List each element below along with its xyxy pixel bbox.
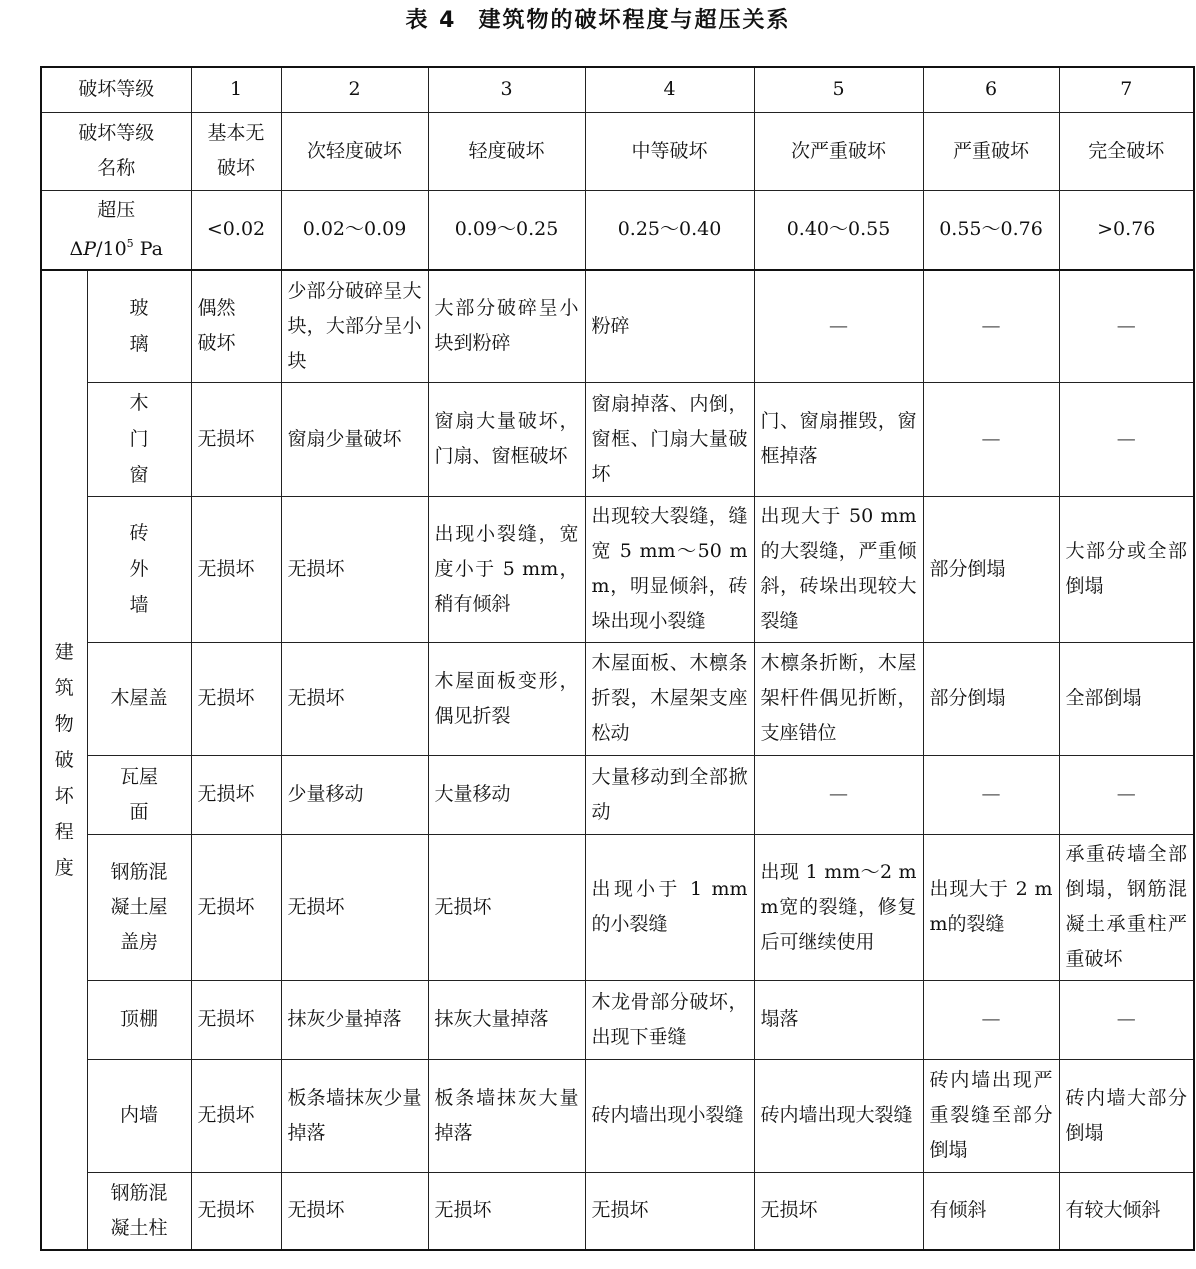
data-cell: 粉碎 [585,270,754,382]
grade-cell: 6 [923,67,1059,112]
data-cell: 出现小裂缝，宽度小于 5 mm，稍有倾斜 [428,496,585,642]
part-cell [87,834,191,980]
data-cell: — [923,755,1059,834]
data-cell: 无损坏 [191,382,281,496]
part-cell [87,1172,191,1250]
data-cell: — [923,382,1059,496]
data-cell: 出现小于 1 mm 的小裂缝 [585,834,754,980]
data-cell: — [754,270,923,382]
name-row [41,112,1194,190]
data-cell: 木屋面板、木檩条折裂，木屋架支座松动 [585,642,754,755]
part-cell: 木屋盖 [87,642,191,755]
data-cell: 砖内墙出现大裂缝 [754,1059,923,1172]
data-cell: 无损坏 [428,1172,585,1250]
part-text: 钢筋混凝土柱 [110,1181,168,1239]
grade-cell: 3 [428,67,585,112]
table-row [41,755,1194,834]
data-cell: 无损坏 [281,1172,428,1250]
data-cell: 无损坏 [428,834,585,980]
table-row [41,496,1194,642]
data-cell: 少部分破碎呈大块，大部分呈小块 [281,270,428,382]
part-text: 木门窗 [129,392,149,486]
data-cell: 抹灰少量掉落 [281,980,428,1059]
data-cell: 大部分或全部倒塌 [1059,496,1194,642]
part-cell: 顶棚 [87,980,191,1059]
part-cell [87,755,191,834]
data-cell: 砖内墙大部分倒塌 [1059,1059,1194,1172]
data-cell: — [1059,755,1194,834]
table-row [41,270,1194,382]
pressure-cell: <0.02 [191,190,281,270]
data-cell: 出现大于 50 mm 的大裂缝，严重倾斜，砖垛出现较大裂缝 [754,496,923,642]
pressure-cell: 0.02～0.09 [281,190,428,270]
data-cell: 无损坏 [585,1172,754,1250]
unit-pre: /10 [96,238,127,261]
data-cell: 无损坏 [754,1172,923,1250]
data-cell: 板条墙抹灰大量掉落 [428,1059,585,1172]
part-cell: 内墙 [87,1059,191,1172]
name-cell: 严重破坏 [923,112,1059,190]
data-cell: 窗扇少量破坏 [281,382,428,496]
pressure-label [41,190,191,270]
pressure-cell: 0.09～0.25 [428,190,585,270]
grade-label: 破坏等级 [41,67,191,112]
pressure-cell: 0.55～0.76 [923,190,1059,270]
data-cell: 窗扇掉落、内倒，窗框、门扇大量破坏 [585,382,754,496]
table-row [41,1059,1194,1172]
data-cell: 无损坏 [191,642,281,755]
pressure-cell: 0.25～0.40 [585,190,754,270]
p-symbol: P [83,238,97,261]
name-cell: 中等破坏 [585,112,754,190]
name-label-text: 破坏等级名称 [78,122,155,179]
name-cell: 次轻度破坏 [281,112,428,190]
data-cell: 无损坏 [191,1059,281,1172]
data-cell: 承重砖墙全部倒塌，钢筋混凝土承重柱严重破坏 [1059,834,1194,980]
pressure-label-line2 [48,227,185,266]
data-cell: 部分倒塌 [923,496,1059,642]
part-cell [87,270,191,382]
table-row [41,642,1194,755]
data-cell: 抹灰大量掉落 [428,980,585,1059]
grade-cell: 5 [754,67,923,112]
data-cell: 砖内墙出现严重裂缝至部分倒塌 [923,1059,1059,1172]
data-cell: 全部倒塌 [1059,642,1194,755]
data-cell: — [923,980,1059,1059]
part-text: 瓦屋面 [119,765,158,823]
data-cell: 大部分破碎呈小块到粉碎 [428,270,585,382]
table-row [41,1172,1194,1250]
name-cell [191,112,281,190]
pressure-label-line1: 超压 [97,199,136,222]
data-cell: 木龙骨部分破坏，出现下垂缝 [585,980,754,1059]
data-cell: 部分倒塌 [923,642,1059,755]
delta-symbol: Δ [69,238,84,261]
data-cell-text: 偶然破坏 [197,297,236,355]
data-cell: 砖内墙出现小裂缝 [585,1059,754,1172]
part-cell [87,382,191,496]
data-cell: 无损坏 [281,834,428,980]
name-cell: 次严重破坏 [754,112,923,190]
grade-row [41,67,1194,112]
group-label-text: 建筑物破坏程度 [54,641,74,879]
name-cell-text: 基本无破坏 [207,122,265,179]
name-label [41,112,191,190]
data-cell: 门、窗扇摧毁，窗框掉落 [754,382,923,496]
pressure-cell: 0.40～0.55 [754,190,923,270]
data-cell: — [754,755,923,834]
data-cell: — [1059,382,1194,496]
table-row [41,980,1194,1059]
group-label [41,270,87,1250]
data-cell: — [923,270,1059,382]
data-cell: 无损坏 [191,980,281,1059]
data-cell: 有较大倾斜 [1059,1172,1194,1250]
part-text: 玻璃 [129,297,149,356]
unit-post: Pa [133,238,163,261]
data-cell: 木屋面板变形，偶见折裂 [428,642,585,755]
table-row [41,834,1194,980]
data-cell: 无损坏 [191,1172,281,1250]
table-row [41,382,1194,496]
data-cell: 板条墙抹灰少量掉落 [281,1059,428,1172]
data-cell: 出现较大裂缝，缝宽 5 mm～50 mm，明显倾斜，砖垛出现小裂缝 [585,496,754,642]
pressure-row [41,190,1194,270]
data-cell: 无损坏 [281,496,428,642]
grade-cell: 1 [191,67,281,112]
name-cell: 完全破坏 [1059,112,1194,190]
data-cell: 无损坏 [191,496,281,642]
data-cell: 木檩条折断，木屋架杆件偶见折断，支座错位 [754,642,923,755]
data-cell: 无损坏 [281,642,428,755]
data-cell: 塌落 [754,980,923,1059]
table-caption: 建筑物的破坏程度与超压关系 [478,8,791,33]
unit-exp: 5 [126,237,134,251]
data-cell: 出现 1 mm～2 mm宽的裂缝，修复后可继续使用 [754,834,923,980]
table-number: 表 4 [405,8,457,33]
name-cell: 轻度破坏 [428,112,585,190]
pressure-cell: >0.76 [1059,190,1194,270]
data-cell: 无损坏 [191,755,281,834]
grade-cell: 7 [1059,67,1194,112]
damage-table [40,66,1195,1251]
data-cell: 少量移动 [281,755,428,834]
part-cell [87,496,191,642]
part-text: 砖外墙 [129,522,149,616]
data-cell: 有倾斜 [923,1172,1059,1250]
grade-cell: 2 [281,67,428,112]
grade-cell: 4 [585,67,754,112]
data-cell: — [1059,980,1194,1059]
data-cell: 无损坏 [191,834,281,980]
part-text: 钢筋混凝土屋盖房 [110,860,168,953]
data-cell: 出现大于 2 mm的裂缝 [923,834,1059,980]
data-cell: 大量移动到全部掀动 [585,755,754,834]
data-cell [191,270,281,382]
data-cell: — [1059,270,1194,382]
table-title [0,6,1196,36]
data-cell: 大量移动 [428,755,585,834]
data-cell: 窗扇大量破坏，门扇、窗框破坏 [428,382,585,496]
